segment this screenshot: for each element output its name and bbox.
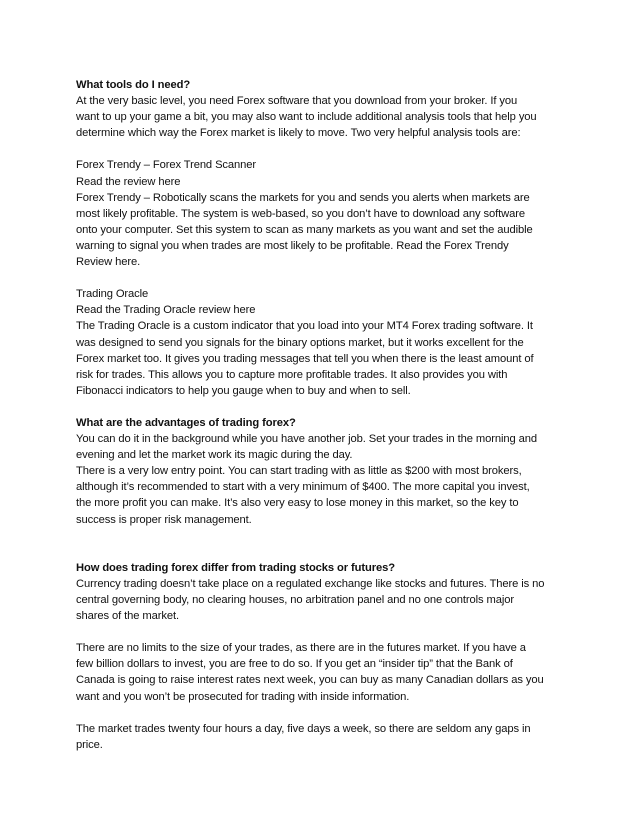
body-line: Review here. <box>76 256 141 269</box>
body-line: success is proper risk management. <box>76 513 252 526</box>
paragraph-gap <box>76 270 576 286</box>
body-line: evening and let the market work its magic during the day. <box>76 449 353 462</box>
body-line: was designed to send you signals for the binary options market, but it works excellent for the <box>76 336 524 349</box>
body-line: You can do it in the background while you have another job. Set your trades in the morning and <box>76 433 537 446</box>
body-line: The market trades twenty four hours a day, five days a week, so there are seldom any gaps in <box>76 722 531 735</box>
body-line: central governing body, no clearing houses, no arbitration panel and no one controls major <box>76 594 514 606</box>
paragraph-gap <box>76 528 576 560</box>
body-line: Forex Trendy – Robotically scans the markets for you and sends you alerts when markets are <box>76 191 530 204</box>
heading-what-tools: What tools do I need? <box>76 79 191 91</box>
tool-title-forex-trendy: Forex Trendy – Forex Trend Scanner <box>76 159 257 172</box>
body-line: onto your computer. Set this system to scan as many markets as you want and set the audible <box>76 223 533 236</box>
body-line: want to up your game a bit, you may also want to include additional analysis tools that help you <box>76 111 537 124</box>
paragraph-gap <box>76 141 576 157</box>
body-line: Currency trading doesn’t take place on a regulated exchange like stocks and futures. There is no <box>76 577 545 590</box>
body-line: Forex market too. It gives you trading messages that tell you when there is the least amount of <box>76 352 534 365</box>
body-line: shares of the market. <box>76 610 179 623</box>
review-link-forex-trendy[interactable]: Read the review here <box>76 175 181 188</box>
body-line: the more profit you can make. It’s also very easy to lose money in this market, so the key to <box>76 497 519 510</box>
review-link-trading-oracle[interactable]: Read the Trading Oracle review here <box>76 304 256 317</box>
tool-title-trading-oracle: Trading Oracle <box>76 288 149 301</box>
body-line: most likely profitable. The system is web-based, so you don’t have to download any software <box>76 207 525 220</box>
body-line: There is a very low entry point. You can start trading with as little as $200 with most brokers, <box>76 465 522 478</box>
paragraph-gap <box>76 624 576 640</box>
body-line: few billion dollars to invest, you are free to do so. If you get an “insider tip” that the Bank of <box>76 658 513 671</box>
paragraph-gap <box>76 399 576 415</box>
body-line: although it’s recommended to start with a very minimum of $400. The more capital you invest, <box>76 481 530 494</box>
body-line: want and you won’t be prosecuted for trading with inside information. <box>76 690 410 703</box>
body-line: Fibonacci indicators to help you gauge when to buy and when to sell. <box>76 384 411 397</box>
body-line: warning to signal you when trades are most likely to be profitable. Read the Forex Trendy <box>76 239 509 252</box>
body-line: The Trading Oracle is a custom indicator that you load into your MT4 Forex trading software. It <box>76 320 533 333</box>
body-line: There are no limits to the size of your trades, as there are in the futures market. If you have a <box>76 642 526 655</box>
body-line: price. <box>76 738 103 751</box>
body-line: At the very basic level, you need Forex software that you download from your broker. If you <box>76 95 518 108</box>
heading-differ: How does trading forex differ from trading stocks or futures? <box>76 561 395 574</box>
document-page <box>76 77 576 753</box>
heading-advantages: What are the advantages of trading forex? <box>76 416 296 429</box>
body-line: determine which way the Forex market is likely to move. Two very helpful analysis tools are: <box>76 127 521 140</box>
paragraph-gap <box>76 705 576 721</box>
body-line: risk for trades. This allows you to capture more profitable trades. It also provides you with <box>76 368 508 381</box>
body-line: Canada is going to raise interest rates next week, you can buy as many Canadian dollars as you <box>76 674 544 687</box>
